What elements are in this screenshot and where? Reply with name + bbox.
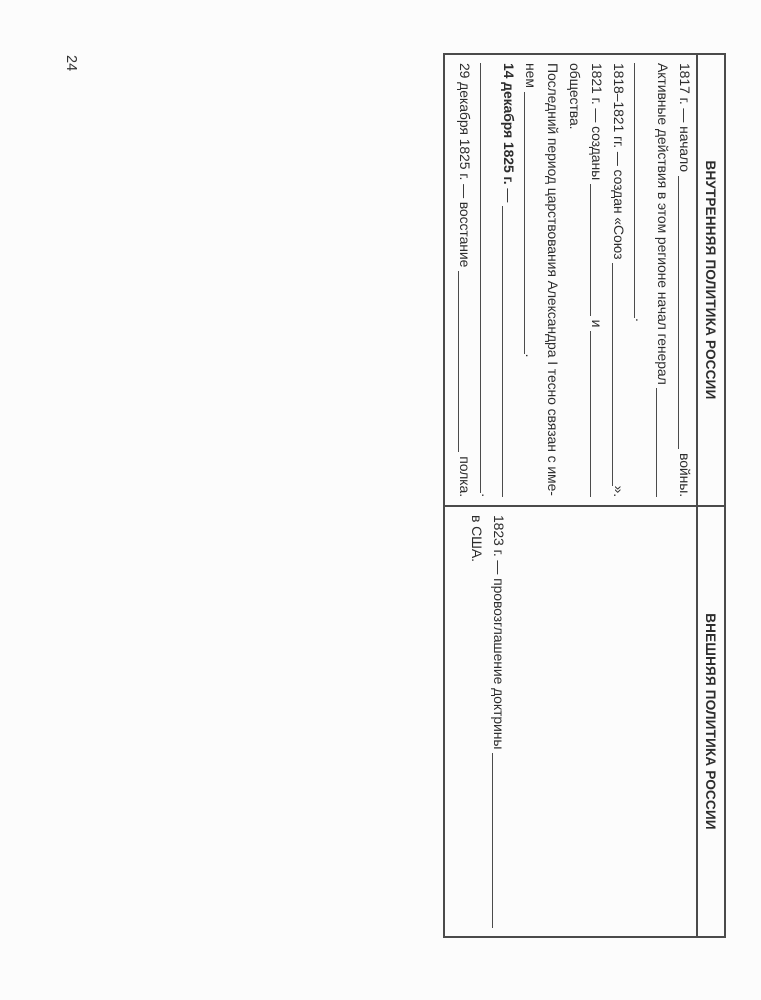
header-external-politics: ВНЕШНЯЯ ПОЛИТИКА РОССИИ bbox=[696, 505, 724, 936]
text-segment: 1821 г. — созданы bbox=[589, 63, 605, 184]
blank-underscore bbox=[634, 63, 647, 318]
text-line bbox=[473, 63, 495, 497]
text-segment: Активные действия в этом регионе начал генерал bbox=[655, 63, 671, 389]
header-internal-politics: ВНУТРЕННЯЯ ПОЛИТИКА РОССИИ bbox=[696, 55, 724, 505]
text-line bbox=[517, 63, 539, 497]
blank-underscore bbox=[502, 206, 515, 497]
text-line bbox=[583, 63, 605, 497]
text-segment: и bbox=[589, 315, 605, 332]
text-segment: 29 декабря 1825 г. — восстание bbox=[457, 63, 473, 272]
page-number: 24 bbox=[63, 55, 79, 72]
history-timeline-table bbox=[443, 53, 726, 938]
text-line bbox=[627, 63, 649, 497]
text-segment: нем bbox=[523, 63, 539, 92]
text-segment: 1818–1821 гг. — создан «Союз bbox=[611, 63, 627, 264]
text-segment: 14 декабря 1825 г. bbox=[501, 63, 517, 185]
blank-underscore bbox=[480, 63, 493, 493]
text-segment: в США. bbox=[469, 515, 485, 562]
text-segment: полка. bbox=[457, 452, 473, 497]
external-politics-cell bbox=[445, 505, 696, 936]
blank-underscore bbox=[612, 263, 625, 485]
text-line bbox=[671, 63, 693, 497]
blank-underscore bbox=[524, 92, 537, 354]
text-line bbox=[649, 63, 671, 497]
text-line bbox=[539, 63, 561, 497]
blank-underscore bbox=[492, 753, 505, 928]
blank-underscore bbox=[656, 388, 669, 497]
text-line bbox=[561, 63, 583, 497]
text-segment: Последний период царствования Александра I тесно связан с име- bbox=[545, 63, 561, 496]
text-segment: — bbox=[501, 184, 517, 207]
text-segment: . bbox=[633, 318, 649, 322]
text-line bbox=[451, 63, 473, 497]
text-line bbox=[485, 515, 507, 928]
text-segment: 1823 г. — провозглашение доктрины bbox=[491, 515, 507, 754]
text-segment: 1817 г. — начало bbox=[677, 63, 693, 176]
text-line bbox=[495, 63, 517, 497]
blank-underscore bbox=[590, 184, 603, 316]
text-line bbox=[605, 63, 627, 497]
text-segment: войны. bbox=[677, 449, 693, 497]
blank-underscore bbox=[590, 331, 603, 497]
text-segment: . bbox=[479, 493, 495, 497]
text-line bbox=[463, 515, 485, 928]
blank-underscore bbox=[678, 176, 691, 450]
text-segment: . bbox=[523, 353, 539, 358]
text-segment: общества. bbox=[567, 63, 583, 130]
internal-politics-cell bbox=[445, 55, 696, 505]
blank-underscore bbox=[458, 271, 471, 452]
text-segment: ». bbox=[611, 485, 627, 497]
